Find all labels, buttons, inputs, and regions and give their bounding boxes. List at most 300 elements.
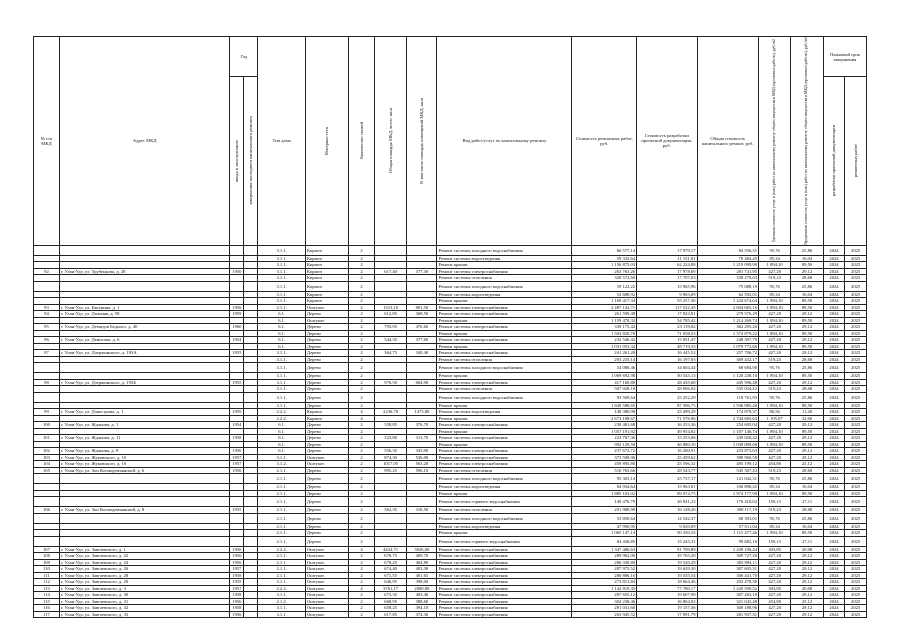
row-material: Дерево xyxy=(305,435,348,442)
row-repair-cost: 232 546,32 xyxy=(572,337,637,344)
row-limit-cost: 29,12 xyxy=(791,454,823,461)
row-unit-cost: 1 894,10 xyxy=(759,373,791,380)
row-total-cost: 545 307,43 xyxy=(697,467,759,474)
row-limit-cost: 20,08 xyxy=(791,546,823,553)
table-row xyxy=(34,497,867,507)
row-total-cost: 75 088,19 xyxy=(697,281,759,291)
row-floors: 2 xyxy=(349,304,375,311)
row-plan-repair: 2025 xyxy=(845,454,867,461)
header-plan-design: разработки проектной документации xyxy=(823,77,845,245)
row-residential-area: 3026,00 xyxy=(407,546,437,553)
row-residential-area xyxy=(407,392,437,402)
row-work-type: Ремонт крыши xyxy=(437,343,572,350)
row-house-type: 6.1. xyxy=(258,311,305,318)
row-repair-cost: 93 509,64 xyxy=(572,392,637,402)
row-design-cost: 71 058,53 xyxy=(637,330,697,337)
row-house-type: 3.1.1. xyxy=(258,262,305,269)
row-address xyxy=(59,392,229,402)
row-plan-design: 2024 xyxy=(823,454,845,461)
row-plan-design: 2024 xyxy=(823,409,845,416)
row-total-cost: 362 295,26 xyxy=(697,324,759,331)
row-material: Кирпич xyxy=(305,268,348,275)
row-material: Оштукат. xyxy=(305,585,348,592)
row-total-cost: 445 596,48 xyxy=(697,379,759,386)
row-design-cost: 16 197,03 xyxy=(637,356,697,363)
row-total-cost: 1 039 009,68 xyxy=(697,441,759,448)
row-number: 99 xyxy=(34,409,60,416)
row-number: 117 xyxy=(34,611,60,618)
row-floors: 2 xyxy=(349,356,375,363)
row-year-built: 1956 xyxy=(230,467,244,474)
row-plan-design: 2024 xyxy=(823,553,845,560)
row-repair-cost: 417 160,80 xyxy=(572,379,637,386)
row-repair-cost: 263 763,26 xyxy=(572,268,637,275)
row-residential-area: 376,70 xyxy=(407,422,437,429)
row-number xyxy=(34,536,60,546)
row-material: Дерево xyxy=(305,428,348,435)
row-house-type: 3.1.1. xyxy=(258,356,305,363)
row-house-type: 2.2.2. xyxy=(258,409,305,416)
row-floors: 2 xyxy=(349,386,375,393)
row-unit-cost: 1 894,10 xyxy=(759,343,791,350)
row-unit-cost: 427,20 xyxy=(759,566,791,573)
row-number: 111 xyxy=(34,572,60,579)
row-unit-cost: 1 894,10 xyxy=(759,317,791,324)
row-limit-cost: 25,86 xyxy=(791,363,823,373)
row-total-area: 976,50 xyxy=(374,379,406,386)
row-house-type: 2.1.1. xyxy=(258,553,305,560)
row-house-type: 6.1. xyxy=(258,337,305,344)
row-plan-design: 2024 xyxy=(823,422,845,429)
row-plan-repair: 2025 xyxy=(845,281,867,291)
row-house-type: 3.1.1. xyxy=(258,373,305,380)
row-address: г. Улан-Удэ, ул. Завгаевского, д. 22 xyxy=(59,553,229,560)
row-unit-cost: 1 894,10 xyxy=(759,530,791,537)
row-work-type: Ремонт системы холодного водоснабжения xyxy=(437,245,572,255)
row-house-type: 3.1.1. xyxy=(258,298,305,305)
row-house-type: 3.1.1. xyxy=(258,291,305,298)
row-material: Оштукат. xyxy=(305,454,348,461)
row-repair-cost: 1 065 147,14 xyxy=(572,530,637,537)
row-limit-cost: 29,12 xyxy=(791,559,823,566)
row-total-cost: 309 727,20 xyxy=(697,553,759,560)
row-material: Дерево xyxy=(305,474,348,484)
row-design-cost: 49 954,82 xyxy=(637,428,697,435)
row-design-cost: 117 522,45 xyxy=(637,304,697,311)
row-repair-cost: 148 380,08 xyxy=(572,409,637,416)
row-year-built: 1956 xyxy=(230,448,244,455)
row-floors: 2 xyxy=(349,579,375,586)
row-limit-cost: 89,50 xyxy=(791,304,823,311)
row-floors: 2 xyxy=(349,523,375,530)
row-design-cost: 16 804,02 xyxy=(637,598,697,605)
row-plan-design: 2024 xyxy=(823,546,845,553)
row-material: Дерево xyxy=(305,330,348,337)
row-year-built: 1960 xyxy=(230,324,244,331)
row-work-type: Ремонт системы электроснабжения xyxy=(437,611,572,618)
row-material: Дерево xyxy=(305,392,348,402)
row-plan-repair: 2025 xyxy=(845,474,867,484)
row-plan-repair: 2025 xyxy=(845,373,867,380)
row-address: г. Улан-Удэ, ул. Жданова, д. 11 xyxy=(59,435,229,442)
row-floors: 2 xyxy=(349,298,375,305)
row-residential-area: 403,30 xyxy=(407,566,437,573)
row-number: 102 xyxy=(34,448,60,455)
row-plan-design: 2024 xyxy=(823,474,845,484)
row-number: 100 xyxy=(34,422,60,429)
row-repair-cost: 53 850,64 xyxy=(572,513,637,523)
row-work-type: Ремонт крыши xyxy=(437,262,572,269)
row-plan-design: 2024 xyxy=(823,497,845,507)
row-material: Дерево xyxy=(305,513,348,523)
row-design-cost: 9 903,09 xyxy=(637,291,697,298)
row-address: г. Улан-Удэ, ул. Демидов Бедного, д. 40 xyxy=(59,324,229,331)
row-year-built: 1956 xyxy=(230,304,244,311)
row-unit-cost: 427,20 xyxy=(759,454,791,461)
row-address: г. Улан-Удэ, ул. Дзнестрова, д. 1 xyxy=(59,409,229,416)
row-plan-design: 2024 xyxy=(823,311,845,318)
row-plan-design: 2024 xyxy=(823,298,845,305)
row-unit-cost: 427,20 xyxy=(759,435,791,442)
row-number: 112 xyxy=(34,579,60,586)
row-year-built: 1955 xyxy=(230,579,244,586)
row-work-type: Ремонт крыши xyxy=(437,298,572,305)
row-design-cost: 50 545,13 xyxy=(637,373,697,380)
row-material: Оштукат. xyxy=(305,566,348,573)
row-plan-repair: 2025 xyxy=(845,467,867,474)
row-address: г. Улан-Удэ, ул. Завгаевского, д. 32 xyxy=(59,605,229,612)
row-repair-cost: 84 934,64 xyxy=(572,484,637,491)
row-limit-cost: 89,50 xyxy=(791,343,823,350)
row-work-type: Ремонт системы водоотведения xyxy=(437,255,572,262)
row-design-cost: 87 396,75 xyxy=(637,402,697,409)
row-plan-repair: 2025 xyxy=(845,337,867,344)
row-year-built: 1958 xyxy=(230,605,244,612)
row-limit-cost: 89,50 xyxy=(791,330,823,337)
row-work-type: Ремонт системы горячего водоснабжения xyxy=(437,536,572,546)
row-design-cost: 15 245,31 xyxy=(637,536,697,546)
row-floors: 2 xyxy=(349,291,375,298)
row-material: Оштукат. xyxy=(305,317,348,324)
row-address: г. Улан-Удэ, ул. Завгаевского, д. 31 xyxy=(59,598,229,605)
row-residential-area: 1473,80 xyxy=(407,409,437,416)
row-work-type: Ремонт крыши xyxy=(437,330,572,337)
row-repair-cost: 54 080,46 xyxy=(572,363,637,373)
row-unit-cost: 427,20 xyxy=(759,611,791,618)
row-number: 116 xyxy=(34,605,60,612)
row-work-type: Ремонт системы электроснабжения xyxy=(437,461,572,468)
row-plan-design: 2024 xyxy=(823,255,845,262)
row-total-cost: 254 695,04 xyxy=(697,422,759,429)
row-material: Дерево xyxy=(305,490,348,497)
row-total-cost: 300 188,96 xyxy=(697,605,759,612)
row-material: Оштукат. xyxy=(305,579,348,586)
header-plan-repair: ремонтных работ xyxy=(845,77,867,245)
row-address: г. Улан-Удэ, ул. Завгаевского, д. 29 xyxy=(59,579,229,586)
row-house-type: 3.1.1. xyxy=(258,386,305,393)
row-limit-cost: 29,12 xyxy=(791,611,823,618)
row-total-cost: 1 574 879,22 xyxy=(697,330,759,337)
row-floors: 2 xyxy=(349,467,375,474)
row-work-type: Ремонт системы холодного водоснабжения xyxy=(437,513,572,523)
row-year-built: 1958 xyxy=(230,435,244,442)
row-unit-cost: 1 894,10 xyxy=(759,402,791,409)
row-plan-design: 2024 xyxy=(823,379,845,386)
row-number: 103 xyxy=(34,454,60,461)
row-residential-area: 401,65 xyxy=(407,572,437,579)
row-plan-design: 2024 xyxy=(823,484,845,491)
row-material: Дерево xyxy=(305,337,348,344)
row-year-built xyxy=(230,245,244,255)
row-limit-cost: 28,68 xyxy=(791,467,823,474)
row-total-cost: 84 556,31 xyxy=(697,245,759,255)
row-material: Оштукат. xyxy=(305,605,348,612)
row-plan-repair: 2025 xyxy=(845,363,867,373)
row-number: 114 xyxy=(34,592,60,599)
row-limit-cost: 29,12 xyxy=(791,324,823,331)
row-plan-design: 2024 xyxy=(823,350,845,357)
row-address: г. Улан-Удэ, ул. Жданова, д. 1 xyxy=(59,422,229,429)
row-number: 113 xyxy=(34,585,60,592)
row-number: 96 xyxy=(34,337,60,344)
row-address: г. Улан-Удэ, ул. Денисова, д. 6 xyxy=(59,337,229,344)
row-address: г. Улан-Удэ, ул. Жуковского, д. 1б xyxy=(59,461,229,468)
row-unit-cost: 427,20 xyxy=(759,422,791,429)
row-repair-cost: 59 122,22 xyxy=(572,281,637,291)
row-plan-design: 2024 xyxy=(823,415,845,422)
row-unit-cost: 427,20 xyxy=(759,324,791,331)
row-floors: 2 xyxy=(349,441,375,448)
row-house-type: 6.1. xyxy=(258,435,305,442)
row-floors: 2 xyxy=(349,317,375,324)
row-repair-cost: 1 849 588,65 xyxy=(572,402,637,409)
row-plan-repair: 2025 xyxy=(845,422,867,429)
row-work-type: Ремонт системы электроснабжения xyxy=(437,585,572,592)
row-unit-cost: 150,15 xyxy=(759,497,791,507)
row-plan-design: 2024 xyxy=(823,337,845,344)
row-limit-cost: 25,12 xyxy=(791,461,823,468)
row-design-cost: 16 445,52 xyxy=(637,350,697,357)
row-unit-cost: 303,85 xyxy=(759,585,791,592)
row-address: г. Улан-Удэ, ул. Дальняя, д. 58 xyxy=(59,311,229,318)
row-repair-cost: 1 069 692,98 xyxy=(572,373,637,380)
row-unit-cost: 427,20 xyxy=(759,448,791,455)
row-repair-cost: 1 347 486,63 xyxy=(572,546,637,553)
row-material: Дерево xyxy=(305,530,348,537)
row-material: Дерево xyxy=(305,441,348,448)
row-plan-repair: 2025 xyxy=(845,298,867,305)
row-repair-cost: 1 142 819,35 xyxy=(572,585,637,592)
row-work-type: Ремонт системы электроснабжения xyxy=(437,379,572,386)
row-work-type: Ремонт системы водоотведения xyxy=(437,523,572,530)
row-design-cost: 18 664,46 xyxy=(637,579,697,586)
row-plan-design: 2024 xyxy=(823,304,845,311)
row-plan-repair: 2025 xyxy=(845,291,867,298)
row-limit-cost: 25,86 xyxy=(791,245,823,255)
row-floors: 2 xyxy=(349,281,375,291)
row-floors: 2 xyxy=(349,275,375,282)
row-residential-area: 409,70 xyxy=(407,553,437,560)
row-material: Дерево xyxy=(305,356,348,363)
row-year-built xyxy=(230,392,244,402)
row-total-area xyxy=(374,392,406,402)
row-floors: 2 xyxy=(349,530,375,537)
row-plan-repair: 2025 xyxy=(845,386,867,393)
row-residential-area: 596,10 xyxy=(407,467,437,474)
row-repair-cost: 1 031 053,34 xyxy=(572,343,637,350)
row-residential-area xyxy=(407,474,437,484)
row-plan-repair: 2025 xyxy=(845,490,867,497)
row-design-cost: 28 543,77 xyxy=(637,467,697,474)
header-year-commissioning: ввода в эксплуатацию xyxy=(230,77,244,245)
row-design-cost: 9 020,09 xyxy=(637,523,697,530)
row-floors: 2 xyxy=(349,262,375,269)
row-plan-repair: 2025 xyxy=(845,435,867,442)
row-work-type: Ремонт системы электроснабжения xyxy=(437,422,572,429)
row-total-area: 674,40 xyxy=(374,566,406,573)
row-total-cost: 1 224 674,64 xyxy=(697,298,759,305)
row-design-cost: 25 459,62 xyxy=(637,454,697,461)
row-year-overhaul xyxy=(244,497,258,507)
row-material: Кирпич xyxy=(305,291,348,298)
row-repair-cost: 66 577,14 xyxy=(572,245,637,255)
row-plan-design: 2024 xyxy=(823,402,845,409)
row-house-type: 2.2.2. xyxy=(258,585,305,592)
row-limit-cost: 29,12 xyxy=(791,350,823,357)
row-limit-cost: 29,12 xyxy=(791,311,823,318)
row-house-type: 6.1. xyxy=(258,448,305,455)
row-work-type: Ремонт системы электроснабжения xyxy=(437,566,572,573)
row-number: 97 xyxy=(34,350,60,357)
row-repair-cost: 52 688,92 xyxy=(572,291,637,298)
row-house-type: 3.1.1. xyxy=(258,605,305,612)
row-plan-design: 2024 xyxy=(823,523,845,530)
row-limit-cost: 29,12 xyxy=(791,422,823,429)
row-limit-cost: 29,12 xyxy=(791,579,823,586)
row-year-built: 1955 xyxy=(230,350,244,357)
row-year-overhaul xyxy=(244,536,258,546)
row-address: г. Улан-Удэ, ул. Завгаевского, д. 24 xyxy=(59,559,229,566)
row-unit-cost: 427,20 xyxy=(759,559,791,566)
row-floors: 4 xyxy=(349,546,375,553)
row-unit-cost: 86,56 xyxy=(759,409,791,416)
row-design-cost: 19 629,30 xyxy=(637,566,697,573)
row-plan-repair: 2025 xyxy=(845,461,867,468)
row-plan-repair: 2025 xyxy=(845,530,867,537)
row-floors: 4 xyxy=(349,585,375,592)
row-repair-cost: 261 599,48 xyxy=(572,311,637,318)
row-plan-design: 2024 xyxy=(823,428,845,435)
row-work-type: Ремонт системы отопления xyxy=(437,507,572,514)
row-total-area: 612,85 xyxy=(374,311,406,318)
row-repair-cost: 84 436,85 xyxy=(572,536,637,546)
header-year-group: Год xyxy=(230,37,258,77)
row-total-cost: 257 706,72 xyxy=(697,350,759,357)
header-total-area: Общая площадь МКД, всего, кв.м xyxy=(374,37,406,246)
row-plan-repair: 2025 xyxy=(845,546,867,553)
row-work-type: Ремонт крыши xyxy=(437,428,572,435)
row-plan-repair: 2025 xyxy=(845,330,867,337)
row-design-cost: 48 719,33 xyxy=(637,343,697,350)
row-unit-cost: 150,15 xyxy=(759,536,791,546)
row-total-area: 523,80 xyxy=(374,435,406,442)
row-limit-cost: 27,11 xyxy=(791,536,823,546)
row-residential-area: 604,90 xyxy=(407,379,437,386)
row-plan-repair: 2025 xyxy=(845,402,867,409)
row-design-cost: 54 785,42 xyxy=(637,317,697,324)
row-design-cost: 16 200,91 xyxy=(637,448,697,455)
row-address: г. Улан-Удэ, ул. Жданова, д. 8 xyxy=(59,448,229,455)
row-total-cost: 68 684,90 xyxy=(697,363,759,373)
row-house-type: 2.2.2. xyxy=(258,546,305,553)
row-address: г. Улан-Удэ, ул. Завгаевского, д. 26 xyxy=(59,566,229,573)
row-repair-cost: 2 673 108,67 xyxy=(572,415,637,422)
row-material: Дерево xyxy=(305,402,348,409)
row-floors: 2 xyxy=(349,513,375,523)
row-work-type: Ремонт системы электроснабжения xyxy=(437,350,572,357)
row-material: Дерево xyxy=(305,484,348,491)
row-total-cost: 1 214 269,74 xyxy=(697,317,759,324)
row-material: Кирпич xyxy=(305,409,348,416)
row-floors: 2 xyxy=(349,507,375,514)
row-repair-cost: 291 988,99 xyxy=(572,507,637,514)
row-floors: 2 xyxy=(349,454,375,461)
row-limit-cost: 29,12 xyxy=(791,448,823,455)
row-total-area: 2236,78 xyxy=(374,409,406,416)
row-plan-repair: 2025 xyxy=(845,507,867,514)
row-plan-repair: 2025 xyxy=(845,356,867,363)
row-address: г. Улан-Удэ, ул. Завгаевского, д. 3 xyxy=(59,585,229,592)
row-floors: 2 xyxy=(349,497,375,507)
row-number: 106 xyxy=(34,507,60,514)
row-repair-cost: 1 156 875,03 xyxy=(572,262,637,269)
row-repair-cost: 287 655,12 xyxy=(572,592,637,599)
row-number: 94 xyxy=(34,311,60,318)
row-house-type: 2.1.1. xyxy=(258,530,305,537)
row-number: 105 xyxy=(34,467,60,474)
row-plan-design: 2024 xyxy=(823,245,845,255)
row-total-area: 874,30 xyxy=(374,454,406,461)
row-material: Дерево xyxy=(305,497,348,507)
row-house-type: 2.1.1. xyxy=(258,497,305,507)
row-total-cost: 70 484,45 xyxy=(697,255,759,262)
row-repair-cost: 459 895,80 xyxy=(572,461,637,468)
row-limit-cost: 28,68 xyxy=(791,356,823,363)
row-total-cost: 305 894,11 xyxy=(697,559,759,566)
row-year-built: 1957 xyxy=(230,461,244,468)
row-floors: 2 xyxy=(349,350,375,357)
row-design-cost: 28 006,02 xyxy=(637,386,697,393)
row-house-type: 3.1.2. xyxy=(258,461,305,468)
row-limit-cost: 16,04 xyxy=(791,523,823,530)
row-total-cost: 1 120 238,10 xyxy=(697,373,759,380)
row-limit-cost: 29,12 xyxy=(791,435,823,442)
row-total-area xyxy=(374,245,406,255)
row-work-type: Ремонт системы отопления xyxy=(437,386,572,393)
row-repair-cost: 1 169 417,34 xyxy=(572,298,637,305)
row-year-built: 1954 xyxy=(230,337,244,344)
header-wall-material: Материал стен xyxy=(305,37,348,246)
row-limit-cost: 89,50 xyxy=(791,441,823,448)
row-total-cost: 239 020,42 xyxy=(697,435,759,442)
row-unit-cost: 1 894,10 xyxy=(759,441,791,448)
row-floors: 2 xyxy=(349,324,375,331)
row-work-type: Ремонт системы электроснабжения xyxy=(437,454,572,461)
row-total-area: 793,95 xyxy=(374,324,406,331)
row-work-type: Ремонт системы электроснабжения xyxy=(437,448,572,455)
row-number: 93 xyxy=(34,304,60,311)
row-floors: 2 xyxy=(349,245,375,255)
